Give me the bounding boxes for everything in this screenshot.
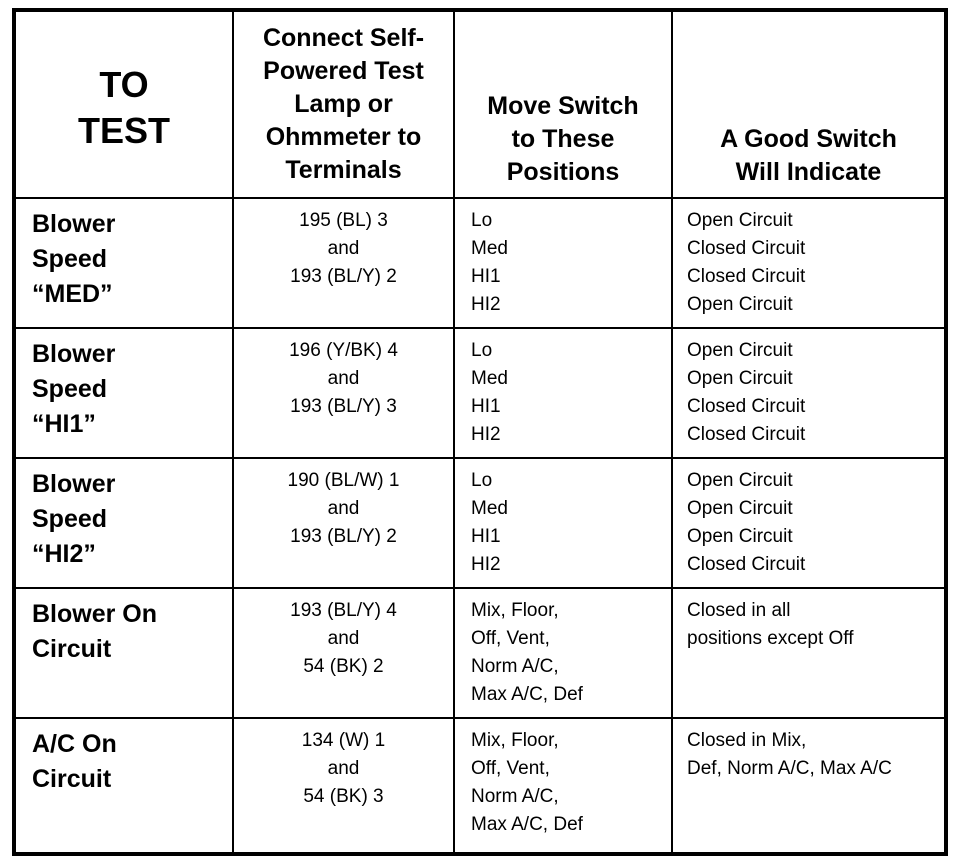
switch-test-table <box>12 8 948 856</box>
cell-line: Mix, Floor, <box>471 600 559 621</box>
header-good-switch <box>672 10 946 198</box>
header-line: Connect Self- <box>262 24 425 52</box>
cell-line: Blower On <box>32 600 158 628</box>
indication-cell <box>672 588 946 718</box>
header-line: Positions <box>506 158 620 186</box>
cell-line: Open Circuit <box>687 294 793 315</box>
cell-line: and <box>327 368 360 389</box>
cell-line: A/C On <box>32 730 117 758</box>
cell-line: Lo <box>471 210 493 231</box>
cell-line: Speed <box>32 245 108 273</box>
cell-line: positions except Off <box>687 628 854 649</box>
header-line: TO <box>99 63 149 105</box>
table-row <box>14 718 946 854</box>
cell-line: HI1 <box>471 526 501 547</box>
cell-line: Med <box>471 368 508 389</box>
terminals-cell <box>233 458 454 588</box>
test-name-cell <box>14 718 233 854</box>
cell-line: Closed in all <box>687 600 791 621</box>
terminals-cell <box>233 718 454 854</box>
cell-line: Circuit <box>32 635 112 663</box>
terminals-cell <box>233 198 454 328</box>
cell-line: Max A/C, Def <box>471 814 583 835</box>
table-row <box>14 458 946 588</box>
indication-cell <box>672 458 946 588</box>
header-line: to These <box>511 125 615 153</box>
header-to-test <box>14 10 233 198</box>
positions-cell <box>454 198 672 328</box>
cell-line: and <box>327 758 360 779</box>
indication-cell <box>672 328 946 458</box>
header-connect-terminals <box>233 10 454 198</box>
test-name-cell <box>14 198 233 328</box>
cell-line: 134 (W) 1 <box>301 730 386 751</box>
cell-line: HI1 <box>471 266 501 287</box>
header-row <box>14 10 946 198</box>
cell-line: Med <box>471 238 508 259</box>
header-line: Powered Test <box>263 57 424 85</box>
indication-cell <box>672 198 946 328</box>
cell-line: HI2 <box>471 294 501 315</box>
cell-line: HI2 <box>471 554 501 575</box>
cell-line: Blower <box>32 470 116 498</box>
cell-line: Speed <box>32 375 108 403</box>
cell-line: 193 (BL/Y) 4 <box>290 600 397 621</box>
cell-line: and <box>327 628 360 649</box>
test-name-cell <box>14 588 233 718</box>
table-row <box>14 588 946 718</box>
terminals-cell <box>233 588 454 718</box>
positions-cell <box>454 458 672 588</box>
cell-line: 193 (BL/Y) 3 <box>290 396 397 417</box>
cell-line: 54 (BK) 3 <box>303 786 384 807</box>
cell-line: HI1 <box>471 396 501 417</box>
cell-line: Max A/C, Def <box>471 684 583 705</box>
cell-line: Speed <box>32 505 108 533</box>
cell-line: Mix, Floor, <box>471 730 559 751</box>
cell-line: Closed Circuit <box>687 396 806 417</box>
header-line: Lamp or <box>294 90 393 118</box>
cell-line: Norm A/C, <box>471 786 559 807</box>
table-row <box>14 328 946 458</box>
header-line: TEST <box>77 109 170 151</box>
cell-line: Open Circuit <box>687 210 793 231</box>
cell-line: Lo <box>471 340 493 361</box>
cell-line: Closed Circuit <box>687 554 806 575</box>
cell-line: 196 (Y/BK) 4 <box>289 340 398 361</box>
cell-line: 54 (BK) 2 <box>303 656 384 677</box>
cell-line: Open Circuit <box>687 340 793 361</box>
cell-line: Off, Vent, <box>471 758 550 779</box>
header-line: Will Indicate <box>735 158 882 186</box>
cell-line: Def, Norm A/C, Max A/C <box>687 758 892 779</box>
cell-line: Closed in Mix, <box>687 730 807 751</box>
header-line: Ohmmeter to <box>265 123 422 151</box>
indication-cell <box>672 718 946 854</box>
cell-line: Open Circuit <box>687 498 793 519</box>
cell-line: Closed Circuit <box>687 238 806 259</box>
cell-line: Blower <box>32 340 116 368</box>
cell-line: Open Circuit <box>687 526 793 547</box>
test-name-cell <box>14 458 233 588</box>
cell-line: 195 (BL) 3 <box>299 210 388 231</box>
cell-line: and <box>327 498 360 519</box>
cell-line: Med <box>471 498 508 519</box>
cell-line: “MED” <box>32 280 113 308</box>
positions-cell <box>454 328 672 458</box>
cell-line: Lo <box>471 470 493 491</box>
positions-cell <box>454 718 672 854</box>
cell-line: Closed Circuit <box>687 266 806 287</box>
cell-line: HI2 <box>471 424 501 445</box>
cell-line: 193 (BL/Y) 2 <box>290 266 397 287</box>
positions-cell <box>454 588 672 718</box>
cell-line: Circuit <box>32 765 112 793</box>
table-row <box>14 198 946 328</box>
cell-line: 190 (BL/W) 1 <box>287 470 400 491</box>
cell-line: “HI1” <box>32 410 96 438</box>
cell-line: and <box>327 238 360 259</box>
header-line: Terminals <box>285 156 402 184</box>
cell-line: “HI2” <box>32 540 96 568</box>
cell-line: Blower <box>32 210 116 238</box>
header-move-switch <box>454 10 672 198</box>
cell-line: Off, Vent, <box>471 628 550 649</box>
test-name-cell <box>14 328 233 458</box>
cell-line: 193 (BL/Y) 2 <box>290 526 397 547</box>
cell-line: Norm A/C, <box>471 656 559 677</box>
cell-line: Open Circuit <box>687 470 793 491</box>
header-line: A Good Switch <box>720 125 897 153</box>
header-line: Move Switch <box>487 92 639 120</box>
cell-line: Open Circuit <box>687 368 793 389</box>
terminals-cell <box>233 328 454 458</box>
cell-line: Closed Circuit <box>687 424 806 445</box>
